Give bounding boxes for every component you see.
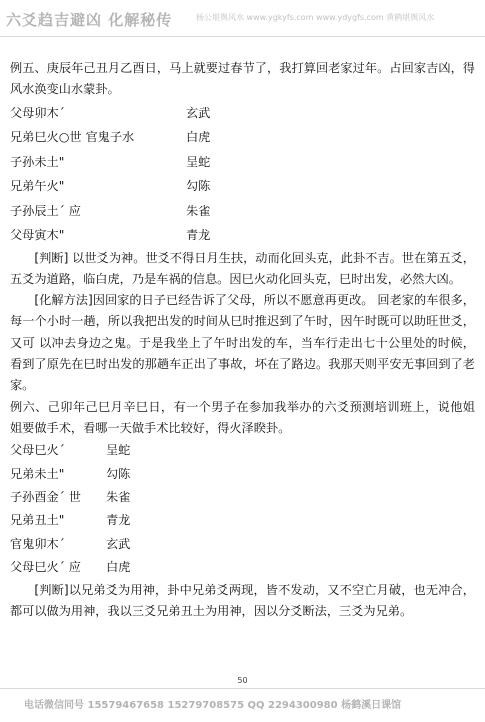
hexagram-line — [10, 199, 475, 224]
header-website-watermark: 杨公堪舆风水 www.ygkyfs.com www.ydygfs.com 黄鹤堪舆风水 — [196, 13, 435, 22]
document-body — [10, 58, 475, 622]
six-spirit: 勾陈 — [106, 466, 131, 481]
yao-text: 兄弟巳火○世 官鬼子水 — [10, 130, 135, 145]
footer-contact: 电话微信同号 15579467658 15279708575 QQ 2294300980 杨鹤溪日课馆 — [24, 700, 402, 711]
hexagram-line — [10, 174, 475, 199]
example6-intro: 例六、己卯年己巳月辛巳日，有一个男子在参加我举办的六爻预测培训班上，说他姐 姐要做手术，看哪一天做手术比较好，得火泽睽卦。 — [10, 399, 475, 435]
six-spirit: 朱雀 — [106, 490, 131, 505]
six-spirit: 白虎 — [186, 130, 211, 145]
hexagram-line — [10, 223, 475, 248]
hexagram-line — [10, 533, 475, 556]
page-number: 50 — [237, 676, 248, 685]
example5-method: [化解方法]因回家的日子已经告诉了父母，所以不愿意再更改。 回老家的车很多，每一个小时一趟，所以我把出发的时间从巳时推迟到了午时，因午时既可以助旺世爻，又可 以冲去身边之鬼。于是我坐上了午时出发的车，当车行走出七十公里处的时候，看到了原先在巳时出发的那趟车正出了事故，坏在了路边。我那天则平安无事回到了老家。 — [10, 293, 475, 393]
six-spirit: 青龙 — [186, 228, 211, 243]
hexagram-line — [10, 101, 475, 126]
six-spirit: 朱雀 — [186, 203, 211, 218]
six-spirit: 白虎 — [106, 560, 131, 575]
yao-text: 子孙酉金ˊ 世 — [10, 490, 81, 505]
hexagram-line — [10, 509, 475, 532]
six-spirit: 勾陈 — [186, 179, 211, 194]
example5-intro: 例五、庚辰年己丑月乙酉日，马上就要过春节了，我打算回老家过年。占回家吉凶，得风水涣变山水蒙卦。 — [10, 61, 475, 97]
example5-hexagram — [10, 101, 475, 248]
six-spirit: 青龙 — [106, 513, 131, 528]
six-spirit: 呈蛇 — [186, 154, 211, 169]
hexagram-line — [10, 150, 475, 175]
hexagram-line — [10, 556, 475, 579]
yao-text: 父母卯木ˊ — [10, 105, 65, 120]
example6-judgment: [判断]以兄弟爻为用神，卦中兄弟爻两现，皆不发动，又不空亡月破，也无冲合，都可以做为用神，我以三爻兄弟丑土为用神，因以分爻断法，三爻为兄弟。 — [10, 582, 475, 618]
six-spirit: 玄武 — [186, 105, 211, 120]
six-spirit: 呈蛇 — [106, 443, 131, 458]
yao-text: 官鬼卯木ˊ — [10, 536, 65, 551]
page-header — [0, 0, 485, 37]
yao-text: 父母寅木" — [10, 228, 65, 243]
hexagram-line — [10, 125, 475, 150]
example6-hexagram — [10, 439, 475, 579]
hexagram-line — [10, 486, 475, 509]
example5-judgment: [判断] 以世爻为神。世爻不得日月生扶，动而化回头克，此卦不吉。世在第五爻，五爻为道路，临白虎，乃是车祸的信息。因巳火动化回头克，巳时出发，必然大凶。 — [10, 250, 475, 286]
yao-text: 兄弟丑土" — [10, 513, 65, 528]
header-title: 六爻趋吉避凶 化解秘传 — [6, 11, 173, 29]
yao-text: 父母巳火ˊ — [10, 443, 65, 458]
six-spirit: 玄武 — [106, 536, 131, 551]
yao-text: 父母巳火ˊ 应 — [10, 560, 81, 575]
yao-text: 兄弟午火" — [10, 179, 65, 194]
yao-text: 子孙未土" — [10, 154, 65, 169]
hexagram-line — [10, 439, 475, 462]
yao-text: 兄弟未土" — [10, 466, 65, 481]
yao-text: 子孙辰土ˊ 应 — [10, 203, 81, 218]
hexagram-line — [10, 463, 475, 486]
page-footer — [0, 688, 485, 722]
